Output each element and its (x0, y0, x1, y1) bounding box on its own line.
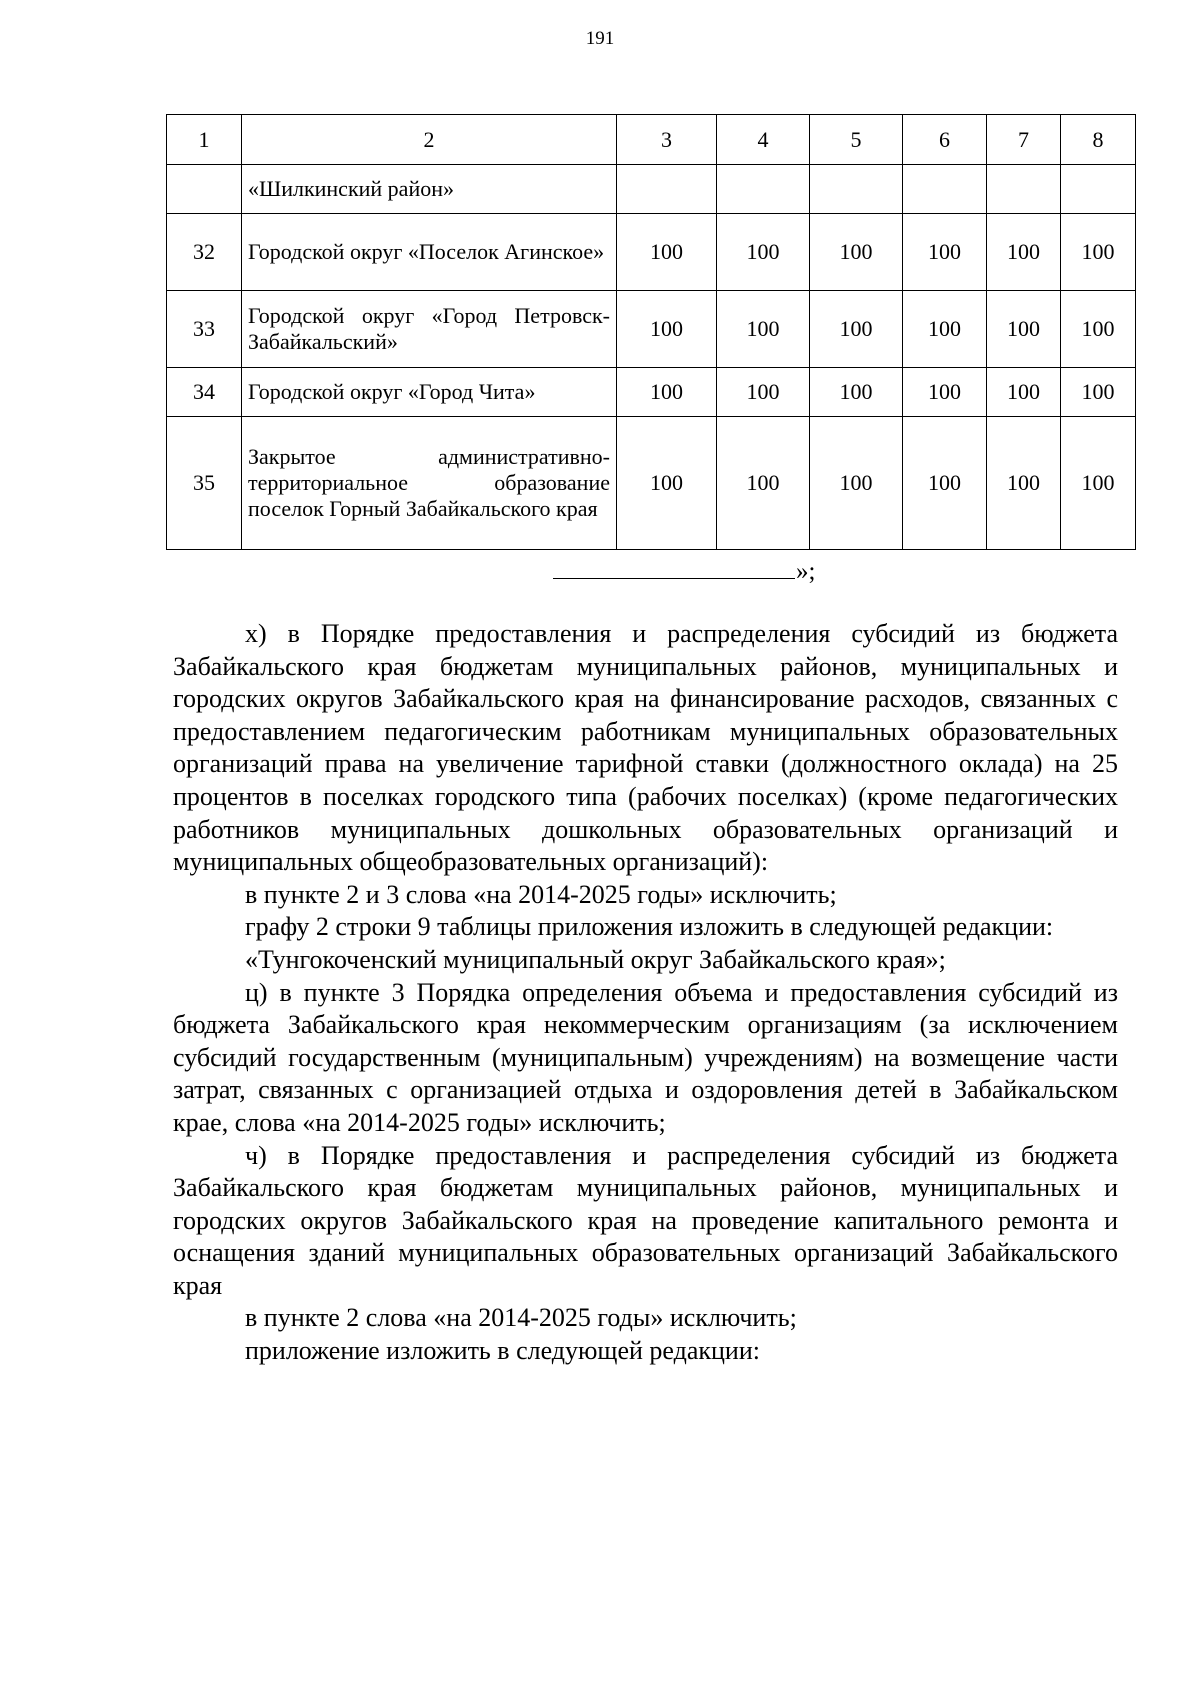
value-cell: 100 (903, 368, 987, 417)
value-cell (717, 165, 810, 214)
table-closing-mark (553, 556, 815, 587)
value-cell: 100 (617, 368, 717, 417)
row-number-cell: 33 (167, 291, 242, 368)
value-cell: 100 (903, 291, 987, 368)
row-name-cell: Городской округ «Поселок Агинское» (242, 214, 617, 291)
value-cell: 100 (987, 368, 1061, 417)
value-cell: 100 (717, 417, 810, 550)
row-number-cell (167, 165, 242, 214)
subsidy-table (166, 114, 1136, 550)
value-cell: 100 (717, 291, 810, 368)
value-cell: 100 (717, 214, 810, 291)
value-cell: 100 (903, 417, 987, 550)
table-row (167, 165, 1136, 214)
value-cell: 100 (717, 368, 810, 417)
value-cell: 100 (617, 291, 717, 368)
table-row (167, 417, 1136, 550)
paragraph: в пункте 2 и 3 слова «на 2014-2025 годы» исключить; (245, 879, 837, 909)
value-cell (810, 165, 903, 214)
header-cell: 4 (717, 115, 810, 165)
row-number-cell: 35 (167, 417, 242, 550)
page-number: 191 (585, 28, 615, 49)
row-number-cell: 34 (167, 368, 242, 417)
value-cell: 100 (617, 417, 717, 550)
closing-underline (553, 556, 795, 579)
value-cell: 100 (617, 214, 717, 291)
value-cell: 100 (810, 368, 903, 417)
value-cell (903, 165, 987, 214)
value-cell (1061, 165, 1136, 214)
row-name-cell: Городской округ «Город Чита» (242, 368, 617, 417)
value-cell: 100 (1061, 291, 1136, 368)
paragraph: приложение изложить в следующей редакции: (245, 1336, 760, 1366)
header-cell: 7 (987, 115, 1061, 165)
paragraph-ts: ц) в пункте 3 Порядка определения объема и предоставления субсидий из бюджета Забайкальского края некоммерческим организациям (за исключением субсидий государственным (муниципальным) учреждениям) на возмещение части затрат, связанных с организацией отдыха и оздоровления детей в Забайкальском крае, слова «на 2014-2025 годы» исключить; (173, 977, 1118, 1137)
value-cell (987, 165, 1061, 214)
value-cell: 100 (1061, 417, 1136, 550)
closing-quote-text: »; (796, 558, 816, 585)
table-header-row (167, 115, 1136, 165)
paragraph-ch: ч) в Порядке предоставления и распределения субсидий из бюджета Забайкальского края бюджетам муниципальных районов, муниципальных и городских округов Забайкальского края на проведение капитального ремонта и оснащения зданий муниципальных образовательных организаций Забайкальского края (173, 1140, 1118, 1300)
table-row (167, 214, 1136, 291)
row-name-cell: «Шилкинский район» (242, 165, 617, 214)
header-cell: 6 (903, 115, 987, 165)
document-body (173, 618, 1118, 1368)
value-cell: 100 (987, 214, 1061, 291)
value-cell: 100 (903, 214, 987, 291)
value-cell: 100 (987, 291, 1061, 368)
header-cell: 5 (810, 115, 903, 165)
header-cell: 2 (242, 115, 617, 165)
value-cell: 100 (810, 417, 903, 550)
row-name-cell: Городской округ «Город Петровск-Забайкальский» (242, 291, 617, 368)
header-cell: 3 (617, 115, 717, 165)
value-cell: 100 (987, 417, 1061, 550)
value-cell: 100 (1061, 214, 1136, 291)
table-row (167, 368, 1136, 417)
header-cell: 8 (1061, 115, 1136, 165)
paragraph-x: х) в Порядке предоставления и распределения субсидий из бюджета Забайкальского края бюджетам муниципальных районов, муниципальных и городских округов Забайкальского края на финансирование расходов, связанных с предоставлением педагогическим работникам муниципальных образовательных организаций права на увеличение тарифной ставки (должностного оклада) на 25 процентов в поселках городского типа (рабочих поселках) (кроме педагогических работников муниципальных дошкольных образовательных организаций и муниципальных общеобразовательных организаций): (173, 619, 1118, 877)
table-row (167, 291, 1136, 368)
paragraph: графу 2 строки 9 таблицы приложения изложить в следующей редакции: (245, 912, 1054, 942)
paragraph: «Тунгокоченский муниципальный округ Забайкальского края»; (245, 944, 946, 974)
value-cell (617, 165, 717, 214)
paragraph: в пункте 2 слова «на 2014-2025 годы» исключить; (245, 1303, 797, 1333)
header-cell: 1 (167, 115, 242, 165)
value-cell: 100 (810, 214, 903, 291)
row-number-cell: 32 (167, 214, 242, 291)
value-cell: 100 (810, 291, 903, 368)
row-name-cell: Закрытое административно-территориальное образование поселок Горный Забайкальского края (242, 417, 617, 550)
value-cell: 100 (1061, 368, 1136, 417)
